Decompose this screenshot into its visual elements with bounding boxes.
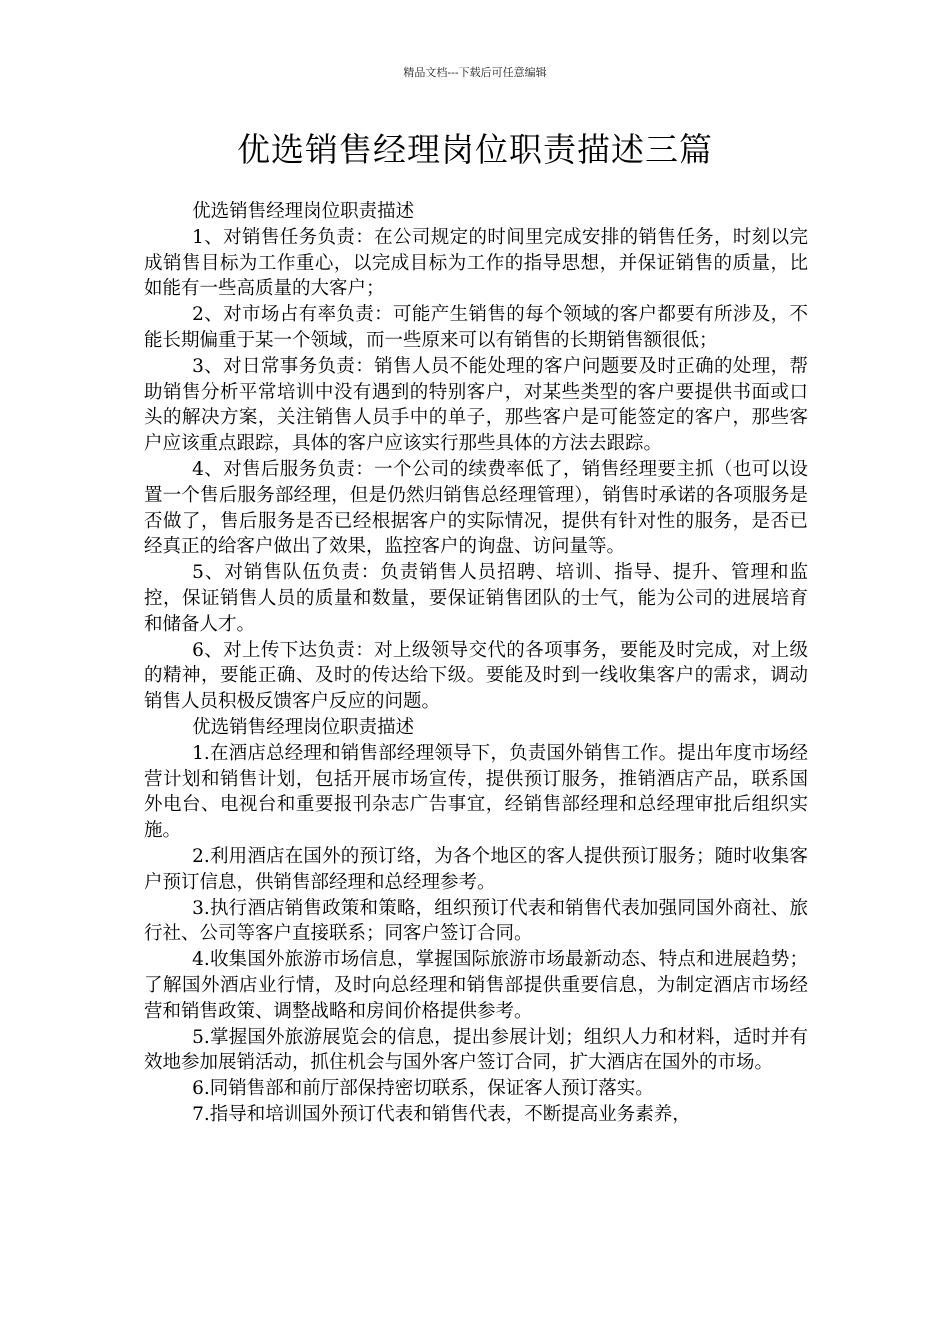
section-heading-2: 优选销售经理岗位职责描述 [192, 716, 415, 738]
paragraph: 5、对销售队伍负责：负责销售人员招聘、培训、指导、提升、管理和监控，保证销售人员的质量和数量，要保证销售团队的士气，能为公司的进展培育和储备人才。 [144, 562, 808, 635]
paragraph: 7.指导和培训国外预订代表和销售代表，不断提高业务素养， [192, 1103, 691, 1125]
paragraph: 1.在酒店总经理和销售部经理领导下，负责国外销售工作。提出年度市场经营计划和销售计划，包括开展市场宣传，提供预订服务，推销酒店产品，联系国外电台、电视台和重要报刊杂志广告事宜，经销售部经理和总经理审批后组织实施。 [144, 742, 808, 842]
document-title: 优选销售经理岗位职责描述三篇 [237, 130, 713, 169]
paragraph: 3、对日常事务负责：销售人员不能处理的客户问题要及时正确的处理，帮助销售分析平常培训中没有遇到的特别客户，对某些类型的客户要提供书面或口头的解决方案，关注销售人员手中的单子，那些客户是可能签定的客户，那些客户应该重点跟踪，具体的客户应该实行那些具体的方法去跟踪。 [144, 355, 808, 455]
paragraph: 6、对上传下达负责：对上级领导交代的各项事务，要能及时完成，对上级的精神，要能正确、及时的传达给下级。要能及时到一线收集客户的需求，调动销售人员积极反馈客户反应的问题。 [144, 639, 808, 713]
header-note: 精品文档---下载后可任意编辑 [403, 66, 547, 79]
paragraph: 2、对市场占有率负责：可能产生销售的每个领域的客户都要有所涉及，不能长期偏重于某一个领域，而一些原来可以有销售的长期销售额很低； [144, 304, 808, 351]
paragraph: 5.掌握国外旅游展览会的信息，提出参展计划；组织人力和材料，适时并有效地参加展销活动，抓住机会与国外客户签订合同，扩大酒店在国外的市场。 [144, 1026, 808, 1074]
paragraph: 4、对售后服务负责：一个公司的续费率低了，销售经理要主抓（也可以设置一个售后服务部经理，但是仍然归销售总经理管理），销售时承诺的各项服务是否做了，售后服务是否已经根据客户的实际情况，提供有针对性的服务，是否已经真正的给客户做出了效果，监控客户的询盘、访问量等。 [144, 458, 808, 558]
paragraph: 3.执行酒店销售政策和策略，组织预订代表和销售代表加强同国外商社、旅行社、公司等客户直接联系；同客户签订合同。 [144, 897, 808, 945]
paragraph: 1、对销售任务负责：在公司规定的时间里完成安排的销售任务，时刻以完成销售目标为工作重心，以完成目标为工作的指导思想，并保证销售的质量，比如能有一些高质量的大客户； [144, 226, 808, 300]
section-heading-1: 优选销售经理岗位职责描述 [192, 201, 415, 222]
paragraph: 4.收集国外旅游市场信息，掌握国际旅游市场最新动态、特点和进展趋势；了解国外酒店业行情，及时向总经理和销售部提供重要信息，为制定酒店市场经营和销售政策、调整战略和房间价格提供参考。 [144, 949, 808, 1022]
paragraph: 6.同销售部和前厅部保持密切联系，保证客人预订落实。 [192, 1078, 654, 1100]
document-body [144, 199, 808, 1128]
paragraph: 2.利用酒店在国外的预订络，为各个地区的客人提供预订服务；随时收集客户预订信息，供销售部经理和总经理参考。 [144, 845, 808, 893]
